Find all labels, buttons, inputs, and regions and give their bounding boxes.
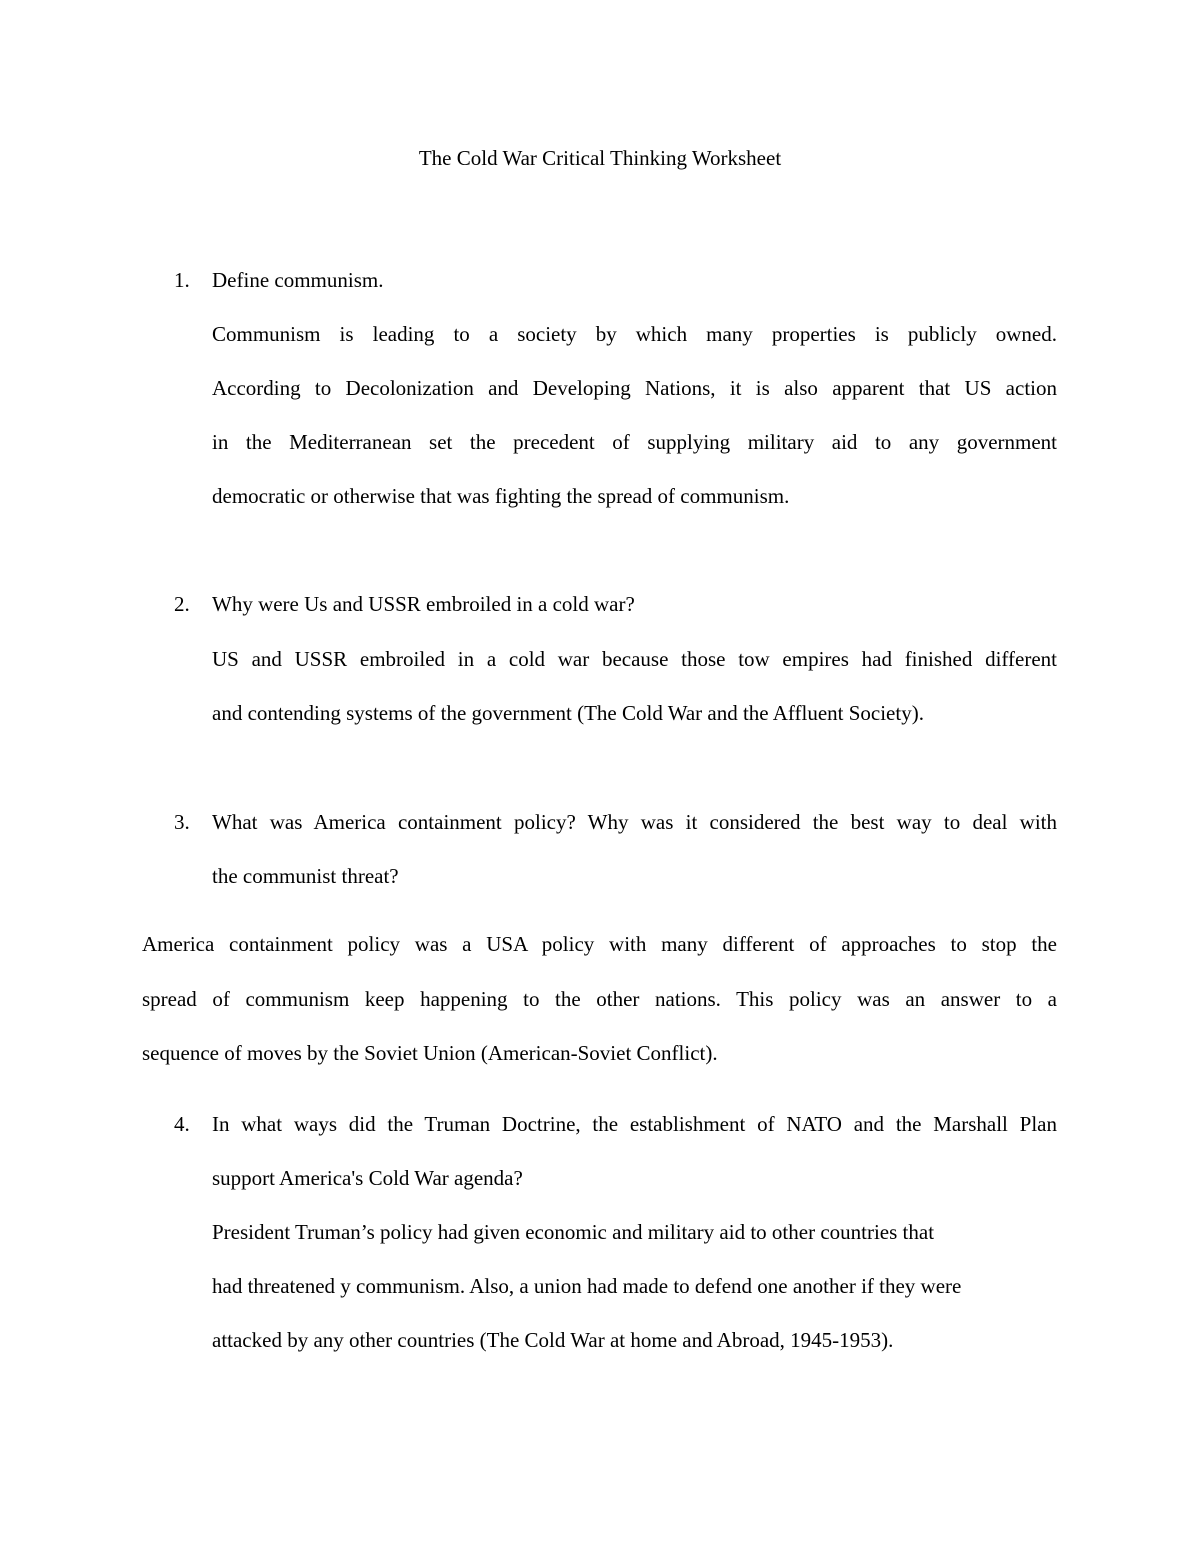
question-text: What was America containment policy? Why was it considered the best way to deal with [212,810,1057,834]
question-number: 2. [174,592,190,616]
answer-line: had threatened y communism. Also, a union had made to defend one another if they were [212,1274,962,1298]
answer-line: attacked by any other countries (The Cold War at home and Abroad, 1945-1953). [212,1328,894,1352]
answer-line: and contending systems of the government (The Cold War and the Affluent Society). [212,701,924,725]
question-number: 3. [174,810,190,834]
answer-line: America containment policy was a USA policy with many different of approaches to stop the [142,932,1057,956]
answer-line: spread of communism keep happening to the other nations. This policy was an answer to a [142,987,1057,1011]
question-text: support America's Cold War agenda? [212,1166,523,1190]
answer-line: President Truman’s policy had given economic and military aid to other countries that [212,1220,935,1244]
answer-line: sequence of moves by the Soviet Union (American-Soviet Conflict). [142,1041,718,1065]
answer-line: Communism is leading to a society by which many properties is publicly owned. [212,322,1057,346]
answer-line: According to Decolonization and Developing Nations, it is also apparent that US action [212,376,1057,400]
question-text: Define communism. [212,268,384,292]
answer-line: democratic or otherwise that was fighting the spread of communism. [212,484,790,508]
answer-line: US and USSR embroiled in a cold war because those tow empires had finished different [212,647,1057,671]
question-text: In what ways did the Truman Doctrine, the establishment of NATO and the Marshall Plan [212,1112,1057,1136]
document-title: The Cold War Critical Thinking Worksheet [418,146,782,170]
question-number: 4. [174,1112,190,1136]
question-number: 1. [174,268,190,292]
question-text: Why were Us and USSR embroiled in a cold war? [212,592,635,616]
question-text: the communist threat? [212,864,399,888]
answer-line: in the Mediterranean set the precedent of supplying military aid to any government [212,430,1057,454]
